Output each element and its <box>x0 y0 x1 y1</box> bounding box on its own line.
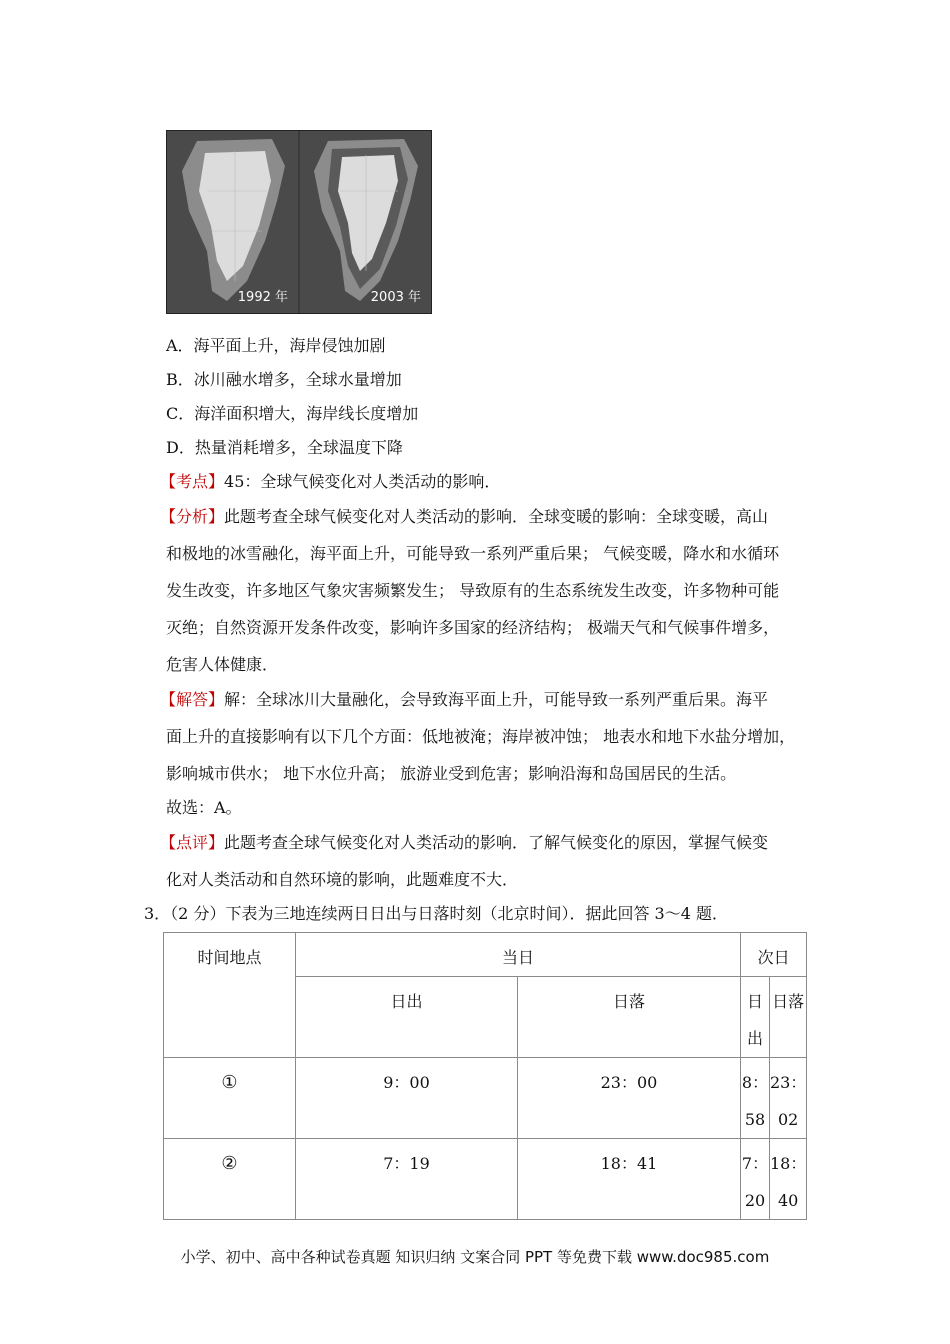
jieda-answer: 故选：A。 <box>166 798 242 817</box>
kaodian-tag: 【考点】 <box>160 472 225 491</box>
year-label-1992: 1992 年 <box>237 290 288 305</box>
page-footer: 小学、初中、高中各种试卷真题 知识归纳 文案合同 PPT 等免费下载 www.doc985.com <box>180 1248 770 1266</box>
fenxi-tag: 【分析】 <box>160 507 225 526</box>
fenxi-line-1 <box>160 507 768 527</box>
sunrise-sunset-table <box>163 932 807 1220</box>
header-sunrise: 日出 <box>296 977 518 1058</box>
fenxi-line-3: 发生改变，许多地区气象灾害频繁发生； 导致原有的生态系统发生改变，许多物种可能 <box>166 581 780 600</box>
dianping-text-1: 此题考查全球气候变化对人类活动的影响．了解气候变化的原因，掌握气候变 <box>224 833 769 852</box>
jieda-line-1 <box>160 690 768 710</box>
greenland-map-1992 <box>167 131 298 313</box>
dianping-tag: 【点评】 <box>160 833 225 852</box>
question-3: 3．（2 分）下表为三地连续两日日出与日落时刻（北京时间）．据此回答 3～4 题． <box>144 904 728 923</box>
sunrise-cell: 7：19 <box>296 1139 518 1220</box>
option-d: D．热量消耗增多，全球温度下降 <box>166 438 403 457</box>
dianping-line-2: 化对人类活动和自然环境的影响，此题难度不大． <box>166 870 519 889</box>
greenland-map-2003 <box>300 131 431 313</box>
dianping-line-1 <box>160 833 768 853</box>
option-a: A．海平面上升，海岸侵蚀加剧 <box>166 336 386 355</box>
fenxi-text-1: 此题考查全球气候变化对人类活动的影响．全球变暖的影响：全球变暖，高山 <box>224 507 769 526</box>
next-sunset-cell: 18： 40 <box>770 1139 807 1220</box>
fenxi-line-5: 危害人体健康． <box>166 655 279 674</box>
sunrise-cell: 9：00 <box>296 1058 518 1139</box>
next-sunrise-cell: 8： 58 <box>741 1058 770 1139</box>
jieda-tag: 【解答】 <box>160 690 225 709</box>
sunset-cell: 23：00 <box>518 1058 741 1139</box>
header-next-sunset: 日落 <box>770 977 807 1058</box>
header-next-sunrise: 日 出 <box>741 977 770 1058</box>
place-cell: ① <box>164 1058 296 1139</box>
next-sunset-cell: 23： 02 <box>770 1058 807 1139</box>
place-cell: ② <box>164 1139 296 1220</box>
year-label-2003: 2003 年 <box>370 290 421 305</box>
jieda-line-2: 面上升的直接影响有以下几个方面：低地被淹；海岸被冲蚀； 地表水和地下水盐分增加， <box>166 727 796 746</box>
table-row <box>164 1139 807 1220</box>
next-sunrise-cell: 7： 20 <box>741 1139 770 1220</box>
header-corner: 时间地点 <box>164 933 296 1058</box>
table-row <box>164 1058 807 1139</box>
fenxi-line-4: 灭绝；自然资源开发条件改变，影响许多国家的经济结构； 极端天气和气候事件增多， <box>166 618 780 637</box>
header-sunset: 日落 <box>518 977 741 1058</box>
jieda-text-1: 解：全球冰川大量融化，会导致海平面上升，可能导致一系列严重后果。海平 <box>224 690 769 709</box>
header-next-day: 次日 <box>741 933 807 977</box>
option-c: C．海洋面积增大，海岸线长度增加 <box>166 404 419 423</box>
jieda-line-3: 影响城市供水； 地下水位升高； 旅游业受到危害；影响沿海和岛国居民的生活。 <box>166 764 737 783</box>
greenland-ice-figure <box>166 130 432 314</box>
kaodian-line <box>160 472 500 492</box>
sunset-cell: 18：41 <box>518 1139 741 1220</box>
header-today: 当日 <box>296 933 741 977</box>
fenxi-line-2: 和极地的冰雪融化，海平面上升，可能导致一系列严重后果； 气候变暖，降水和水循环 <box>166 544 780 563</box>
option-b: B．冰川融水增多，全球水量增加 <box>166 370 402 389</box>
kaodian-text: 45：全球气候变化对人类活动的影响． <box>224 472 501 491</box>
